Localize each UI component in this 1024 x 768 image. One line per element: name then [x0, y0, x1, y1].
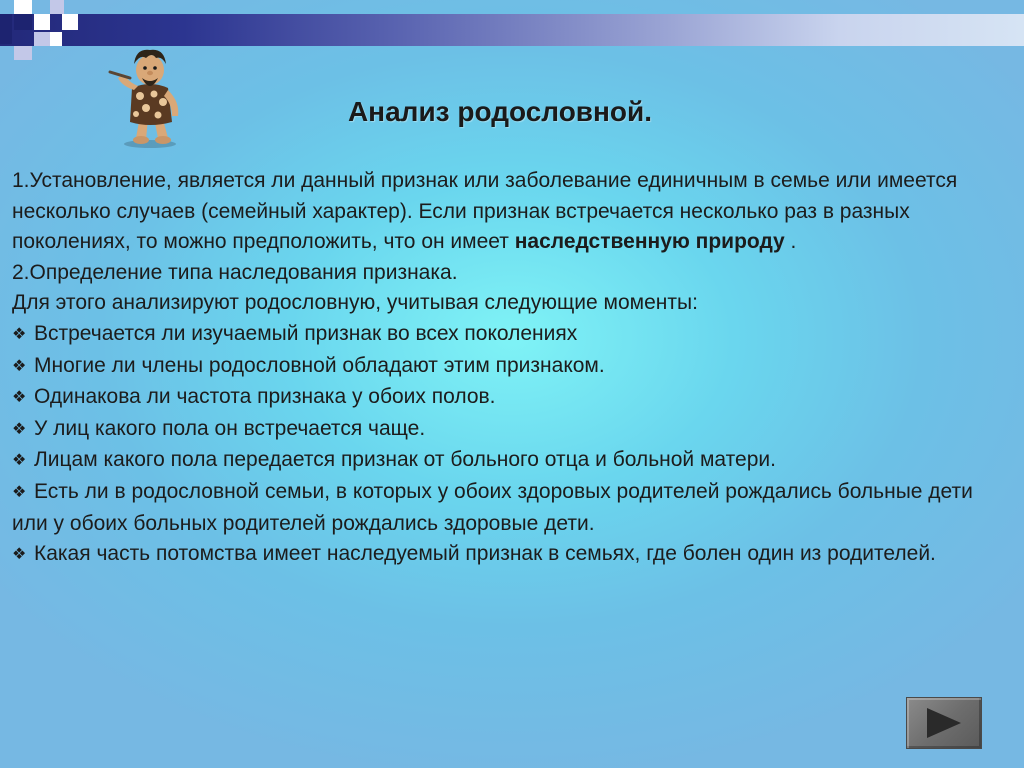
paragraph-step-1 [12, 166, 987, 258]
slide-title [0, 96, 1000, 128]
diamond-bullet-icon: ❖ [12, 357, 27, 375]
paragraph-intro: Для этого анализируют родословную, учитывая следующие моменты: [12, 291, 698, 315]
emphasis-hereditary-nature: наследственную природу [514, 230, 785, 254]
decor-square [14, 46, 32, 60]
paragraph-step-1-text: 1.Установление, является ли данный признак или заболевание единичным в семье или имеется несколько случаев (семейный характер). Если признак встречается несколько раз в разных поколениях, то можно предположить, что он имеет [12, 169, 958, 254]
decor-square [14, 14, 32, 30]
slide-title-punct: . [644, 96, 653, 127]
play-triangle-icon [925, 706, 963, 740]
diamond-bullet-icon: ❖ [12, 452, 27, 470]
decor-square [50, 0, 64, 14]
list-item-text: У лиц какого пола он встречается чаще. [34, 416, 426, 440]
list-item-text: Встречается ли изучаемый признак во всех поколениях [34, 321, 578, 345]
list-item [12, 382, 987, 414]
slide-title-text: Анализ родословной [347, 96, 645, 127]
decor-square [14, 0, 32, 14]
list-item [12, 351, 987, 383]
list-item-text: Многие ли члены родословной обладают этим признаком. [34, 353, 605, 377]
decor-square [0, 14, 12, 44]
diamond-bullet-icon: ❖ [12, 389, 27, 407]
list-item [12, 477, 987, 539]
diamond-bullet-icon: ❖ [12, 483, 27, 501]
list-item-text: Какая часть потомства имеет наследуемый признак в семьях, где болен один из родителей. [34, 542, 936, 566]
diamond-bullet-icon: ❖ [12, 546, 27, 564]
list-item [12, 319, 987, 351]
decor-square [50, 32, 62, 46]
list-item [12, 445, 987, 477]
list-item [12, 414, 987, 446]
decor-square [34, 32, 50, 46]
diamond-bullet-icon: ❖ [12, 325, 27, 343]
paragraph-step-1-end: . [784, 230, 797, 254]
slide-body [12, 166, 987, 571]
list-item-text: Лицам какого пола передается признак от больного отца и больной матери. [34, 448, 776, 472]
decor-square [34, 14, 50, 30]
diamond-bullet-icon: ❖ [12, 420, 27, 438]
list-item [12, 539, 987, 571]
decor-square [62, 14, 78, 30]
paragraph-step-2: 2.Определение типа наследования признака. [12, 260, 458, 284]
next-slide-button[interactable] [906, 697, 982, 749]
list-item-text: Есть ли в родословной семьи, в которых у обоих здоровых родителей рождались больные дети или у обоих больных родителей рождались здоровые дети. [12, 479, 973, 535]
list-item-text: Одинакова ли частота признака у обоих полов. [34, 385, 496, 409]
